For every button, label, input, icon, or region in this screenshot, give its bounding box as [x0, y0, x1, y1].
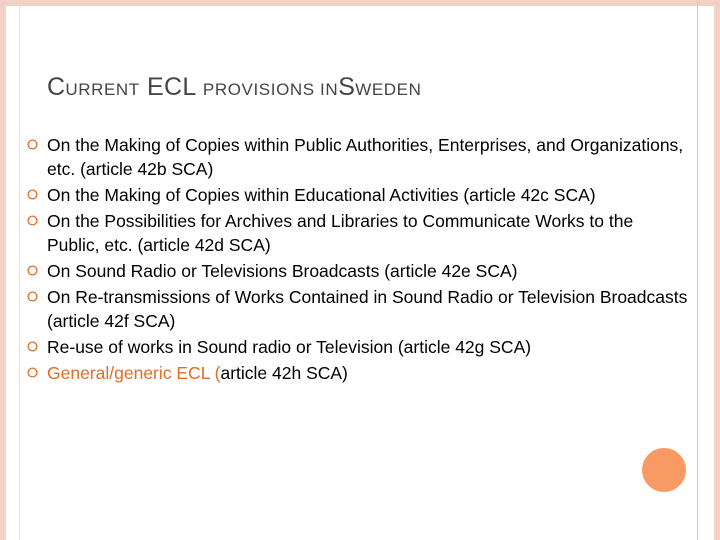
left-frame-line [19, 6, 20, 540]
bullet-list [22, 133, 690, 387]
right-border [714, 0, 720, 540]
slide-title [47, 73, 422, 102]
title-word-weden: WEDEN [355, 80, 422, 99]
open-circle-bullet-icon [27, 139, 38, 150]
open-circle-bullet-icon [27, 341, 38, 352]
bullet-item [22, 285, 690, 333]
title-letter-s: S [338, 73, 356, 101]
open-circle-bullet-icon [27, 215, 38, 226]
open-circle-bullet-icon [27, 265, 38, 276]
bullet-text: On the Making of Copies within Public Authorities, Enterprises, and Organizations, etc. (article 42b SCA) [47, 135, 684, 179]
title-word-provisions-in: PROVISIONS IN [202, 80, 339, 99]
top-border [0, 0, 720, 6]
open-circle-bullet-icon [27, 189, 38, 200]
bullet-text: article 42h SCA) [220, 363, 348, 383]
title-word-urrent: URRENT [65, 80, 140, 99]
right-frame-line [697, 0, 698, 540]
title-word-ecl: ECL [147, 73, 196, 101]
bullet-item [22, 183, 690, 207]
orange-circle-decoration [642, 448, 686, 492]
bullet-item [22, 335, 690, 359]
bullet-accent-text: General/generic ECL ( [47, 363, 221, 383]
open-circle-bullet-icon [27, 291, 38, 302]
bullet-item [22, 361, 690, 385]
bullet-text: On the Making of Copies within Educational Activities (article 42c SCA) [47, 185, 596, 205]
bullet-text: On Sound Radio or Televisions Broadcasts (article 42e SCA) [47, 261, 518, 281]
left-border [0, 0, 6, 540]
bullet-item [22, 133, 690, 181]
open-circle-bullet-icon [27, 367, 38, 378]
bullet-text: Re-use of works in Sound radio or Television (article 42g SCA) [47, 337, 532, 357]
bullet-text: On the Possibilities for Archives and Libraries to Communicate Works to the Public, etc. (article 42d SCA) [47, 211, 634, 255]
bullet-item [22, 209, 690, 257]
title-letter-c: C [47, 73, 66, 101]
bullet-text: On Re-transmissions of Works Contained in Sound Radio or Television Broadcasts (article 42f SCA) [47, 287, 688, 331]
bullet-item [22, 259, 690, 283]
